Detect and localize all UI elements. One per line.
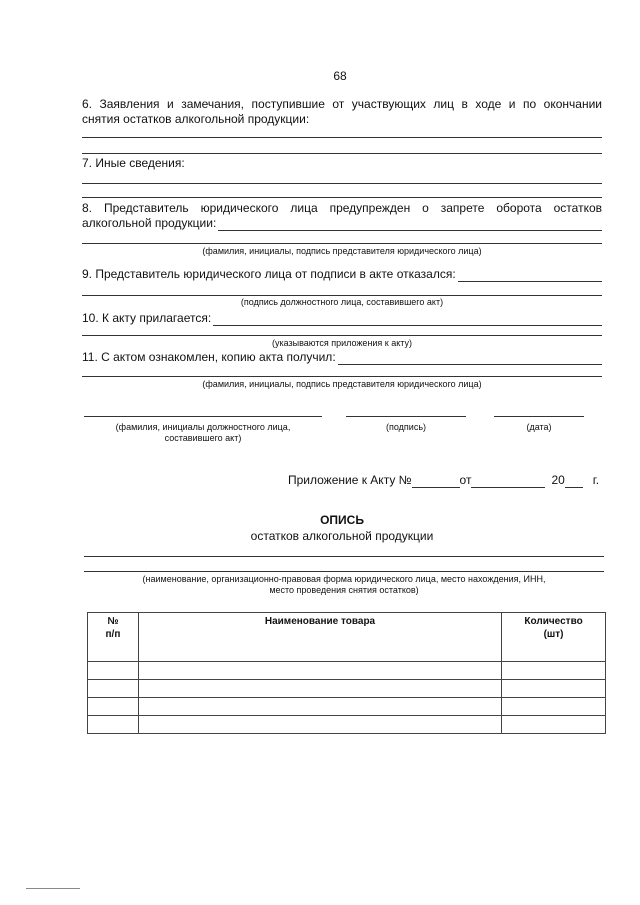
table-cell[interactable] [88, 716, 139, 734]
section-9-fill-line-2 [82, 295, 602, 296]
section-6-line-1: 6. Заявления и замечания, поступившие от участвующих лиц в ходе и по окончании [82, 97, 602, 111]
column-header-number-line-1: № [107, 616, 119, 627]
table-cell[interactable] [138, 662, 501, 680]
column-header-quantity-line-2: (шт) [543, 629, 564, 640]
appendix-year-prefix: 20 [551, 473, 565, 487]
section-6-fill-line-2 [82, 153, 602, 154]
column-header-quantity-line-1: Количество [524, 616, 583, 627]
date-caption: (дата) [526, 422, 552, 432]
table-cell[interactable] [138, 716, 501, 734]
section-6-fill-line-1 [82, 137, 602, 138]
appendix-from: от [459, 473, 472, 487]
section-8-line-2: алкогольной продукции: [82, 216, 217, 230]
table-row [88, 698, 606, 716]
table-cell[interactable] [502, 716, 606, 734]
section-10-label: 10. К акту прилагается: [82, 311, 212, 325]
signature-caption: (подпись) [385, 422, 427, 432]
section-9-caption: (подпись должностного лица, составившего акт) [240, 297, 444, 307]
table-cell[interactable] [88, 698, 139, 716]
table-row [88, 662, 606, 680]
section-8-line-1: 8. Представитель юридического лица предупрежден о запрете оборота остатков [82, 201, 602, 215]
inventory-caption-2: место проведения снятия остатков) [269, 585, 419, 595]
section-9-fill-line [458, 270, 602, 282]
section-9-label: 9. Представитель юридического лица от подписи в акте отказался: [82, 267, 456, 281]
section-10-fill-line [213, 314, 602, 326]
section-7-fill-line-1 [82, 183, 602, 184]
section-10-caption: (указываются приложения к акту) [271, 338, 413, 348]
table-cell[interactable] [88, 662, 139, 680]
appendix-heading [288, 473, 599, 488]
section-11-label: 11. С актом ознакомлен, копию акта получил: [82, 350, 336, 364]
appendix-year-field [565, 476, 583, 488]
section-11-row [82, 350, 602, 365]
section-11-fill-line [338, 353, 602, 365]
table-cell[interactable] [138, 698, 501, 716]
section-7-fill-line-2 [82, 197, 602, 198]
signature-line [346, 416, 466, 417]
section-8-caption: (фамилия, инициалы, подпись представителя юридического лица) [202, 246, 482, 256]
section-11-caption: (фамилия, инициалы, подпись представителя юридического лица) [202, 379, 482, 389]
section-6-line-2: снятия остатков алкогольной продукции: [82, 112, 310, 126]
appendix-number-field [412, 476, 460, 488]
section-7-label: 7. Иные сведения: [82, 156, 185, 170]
section-8-line-2-row [82, 216, 602, 231]
appendix-prefix: Приложение к Акту № [288, 473, 412, 487]
section-9-row [82, 267, 602, 282]
official-name-caption-2: составившего акт) [164, 433, 242, 443]
appendix-date-field [471, 476, 545, 488]
table-row [88, 716, 606, 734]
table-cell[interactable] [502, 662, 606, 680]
official-name-caption-1: (фамилия, инициалы должностного лица, [115, 422, 291, 432]
column-header-number [88, 613, 139, 662]
table-cell[interactable] [502, 698, 606, 716]
inventory-title: ОПИСЬ [320, 513, 364, 527]
table-row [88, 680, 606, 698]
table-cell[interactable] [88, 680, 139, 698]
appendix-year-suffix: г. [592, 473, 600, 487]
inventory-caption-1: (наименование, организационно-правовая форма юридического лица, место нахождения, ИНН, [142, 574, 546, 584]
section-10-fill-line-2 [82, 335, 602, 336]
section-8-fill-line [218, 219, 602, 231]
footnote-separator [26, 888, 80, 889]
page-number: 68 [333, 69, 347, 83]
inventory-table [87, 612, 606, 734]
official-name-line [84, 416, 322, 417]
inventory-subtitle: остатков алкогольной продукции [250, 529, 434, 543]
column-header-quantity [502, 613, 606, 662]
column-header-product-name: Наименование товара [138, 613, 501, 662]
inventory-fill-line-2 [84, 571, 604, 572]
date-line [494, 416, 584, 417]
section-8-fill-line-2 [82, 243, 602, 244]
column-header-number-line-2: п/п [105, 629, 121, 640]
table-cell[interactable] [502, 680, 606, 698]
section-10-row [82, 311, 602, 326]
table-cell[interactable] [138, 680, 501, 698]
table-header-row [88, 613, 606, 662]
section-11-fill-line-2 [82, 376, 602, 377]
inventory-fill-line-1 [84, 556, 604, 557]
